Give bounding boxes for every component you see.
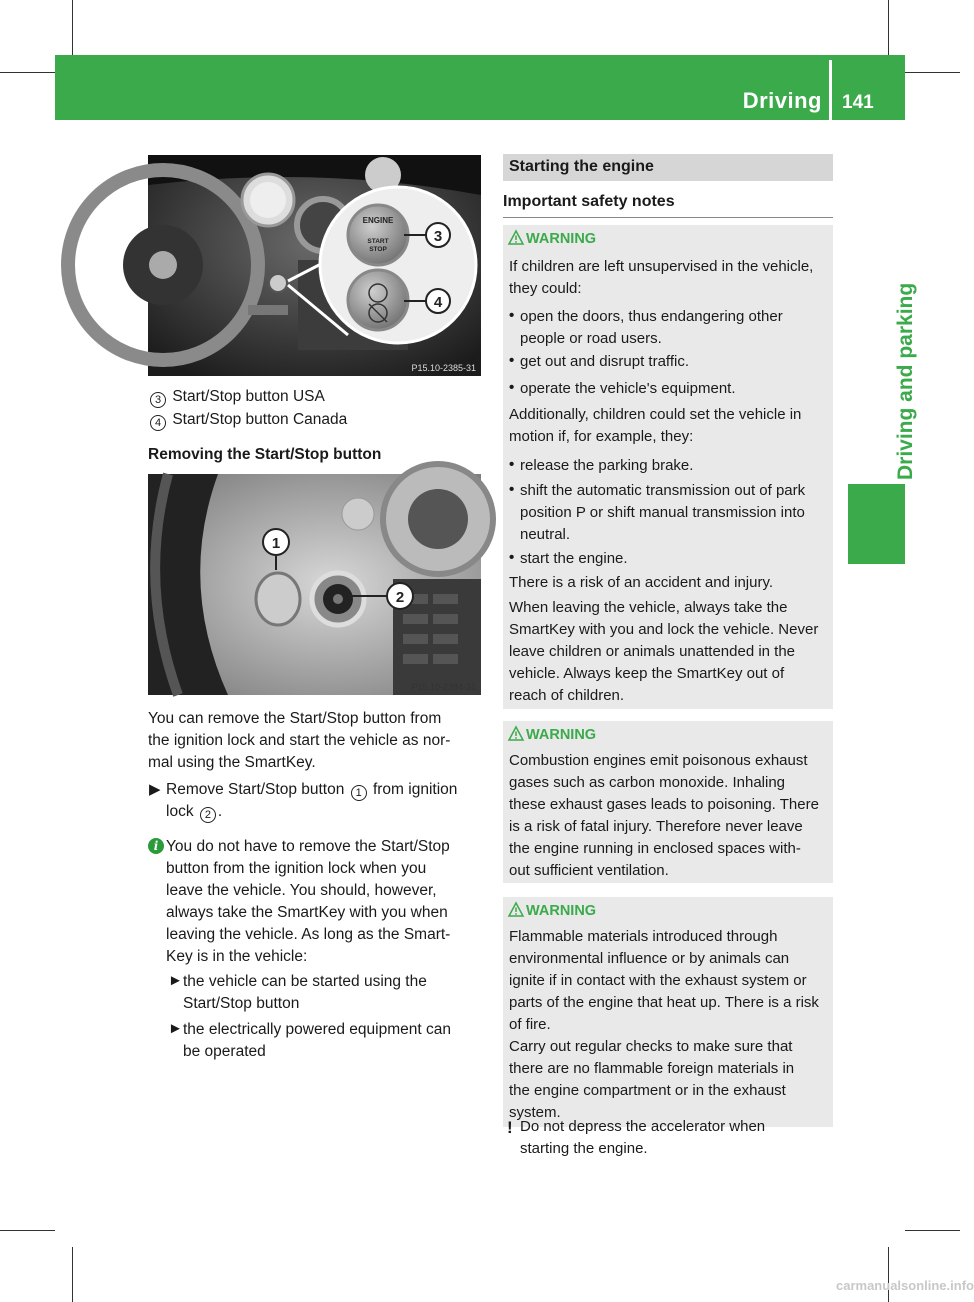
- text-line: If children are left unsupervised in the vehicle,: [509, 258, 814, 275]
- side-tab: [848, 252, 917, 482]
- text-line: Do not depress the accelerator when: [520, 1118, 766, 1135]
- text-line: leave the vehicle. You should, however,: [166, 882, 437, 899]
- warning-triangle-icon: [508, 230, 524, 246]
- text-line: leave children or animals unattended in the: [509, 643, 796, 660]
- warning-title: WARNING: [526, 727, 597, 743]
- text-line: of fire.: [509, 1016, 551, 1033]
- section-heading: Starting the engine: [503, 154, 833, 181]
- text-line: Flammable materials introduced through: [509, 928, 778, 945]
- callout-ref: 1: [351, 785, 367, 801]
- photo-start-stop-buttons: [148, 155, 481, 376]
- crop-mark: [0, 1230, 55, 1231]
- text-line: system.: [509, 1104, 561, 1121]
- bullet-icon: •: [509, 379, 515, 396]
- bullet-icon: •: [509, 456, 515, 473]
- text-line: open the doors, thus endangering other: [520, 308, 783, 325]
- callout-ref: 3: [150, 392, 166, 408]
- warning-triangle-icon: [508, 726, 524, 742]
- crop-mark: [0, 72, 55, 73]
- engine-label: ENGINE: [362, 216, 394, 225]
- crop-mark: [888, 1247, 889, 1302]
- text-line: You can remove the Start/Stop button from: [148, 710, 442, 727]
- side-tab-block: [848, 484, 905, 564]
- text-line: neutral.: [520, 526, 571, 543]
- header-divider: [829, 60, 832, 120]
- text-line: gases such as carbon monoxide. Inhaling: [509, 774, 786, 791]
- text-line: environmental influence or by animals can: [509, 950, 790, 967]
- text-line: shift the automatic transmission out of park: [520, 482, 806, 499]
- watermark: carmanualsonline.info: [836, 1278, 974, 1293]
- warning-text: [509, 926, 833, 1036]
- text-line: position P or shift manual transmission into: [520, 504, 805, 521]
- text-line: the vehicle can be started using the: [183, 973, 427, 990]
- caption-text: Start/Stop button USA: [172, 388, 325, 405]
- callout-ref: 2: [200, 807, 216, 823]
- text-line: be operated: [183, 1043, 266, 1060]
- text-line: always take the SmartKey with you when: [166, 904, 448, 921]
- text-line: the ignition lock and start the vehicle as nor-: [148, 732, 451, 749]
- text-line: Carry out regular checks to make sure that: [509, 1038, 793, 1055]
- info-bullet: [183, 1019, 483, 1063]
- bullet-icon: •: [509, 481, 515, 498]
- note-text: [520, 1116, 832, 1160]
- warning-bullet: [520, 480, 832, 546]
- bullet-icon: ►: [168, 1020, 183, 1037]
- text-line: the engine running in enclosed spaces with-: [509, 840, 801, 857]
- warning-text: [509, 404, 833, 448]
- bullet-icon: •: [509, 307, 515, 324]
- text-line: people or road users.: [520, 330, 662, 347]
- crop-mark: [888, 0, 889, 55]
- warning-triangle-icon: [508, 902, 524, 918]
- text-line: Additionally, children could set the vehicle in: [509, 406, 802, 423]
- text-line: button from the ignition lock when you: [166, 860, 427, 877]
- caption-3: [148, 386, 483, 408]
- text-line: they could:: [509, 280, 582, 297]
- text-line: You do not have to remove the Start/Stop: [166, 838, 450, 855]
- warning-text: [509, 1036, 833, 1124]
- text-line: out sufficient ventilation.: [509, 862, 669, 879]
- photo-code: P15.10-2384-31: [411, 682, 476, 692]
- text-line: there are no flammable foreign materials in: [509, 1060, 795, 1077]
- text-line: Key is in the vehicle:: [166, 948, 308, 965]
- info-bullet: [183, 971, 483, 1015]
- text-line: the electrically powered equipment can: [183, 1021, 451, 1038]
- crop-mark: [905, 72, 960, 73]
- info-icon: i: [148, 838, 164, 854]
- warning-bullet: operate the vehicle's equipment.: [520, 380, 736, 397]
- text-line: starting the engine.: [520, 1140, 648, 1157]
- step-text: from ignition: [368, 781, 458, 798]
- bullet-icon: •: [509, 352, 515, 369]
- crop-mark: [905, 1230, 960, 1231]
- text-line: Combustion engines emit poisonous exhaust: [509, 752, 808, 769]
- text-line: mal using the SmartKey.: [148, 754, 316, 771]
- warning-bullet: start the engine.: [520, 550, 628, 567]
- text-line: leaving the vehicle. As long as the Smart-: [166, 926, 451, 943]
- divider: [503, 217, 833, 218]
- exclamation-icon: !: [507, 1118, 513, 1137]
- chapter-title: Driving: [742, 88, 822, 113]
- crop-mark: [72, 1247, 73, 1302]
- warning-title: WARNING: [526, 231, 597, 247]
- step-arrow-icon: ▶: [149, 781, 161, 798]
- side-tab-label: Driving and parking: [894, 282, 917, 480]
- warning-bullet: release the parking brake.: [520, 457, 694, 474]
- bullet-icon: •: [509, 549, 515, 566]
- callout-1: 1: [271, 535, 281, 552]
- info-note: [166, 836, 484, 968]
- caption-text: Start/Stop button Canada: [172, 411, 348, 428]
- photo-code: P15.10-2385-31: [411, 363, 476, 373]
- text-line: vehicle. Always keep the SmartKey out of: [509, 665, 785, 682]
- warning-title: WARNING: [526, 903, 597, 919]
- text-line: the engine compartment or in the exhaust: [509, 1082, 786, 1099]
- warning-text: [509, 256, 833, 300]
- callout-2: 2: [395, 589, 405, 606]
- warning-text: [509, 750, 833, 882]
- warning-text: There is a risk of an accident and injury.: [509, 574, 774, 591]
- text-line: When leaving the vehicle, always take the: [509, 599, 788, 616]
- step-text: .: [217, 803, 223, 820]
- warning-bullet: [520, 306, 832, 350]
- caption-4: [148, 409, 483, 431]
- text-line: SmartKey with you and lock the vehicle. Never: [509, 621, 819, 638]
- text-line: motion if, for example, they:: [509, 428, 694, 445]
- callout-3: 3: [433, 228, 443, 245]
- subsection-heading: Important safety notes: [503, 193, 675, 210]
- page-number: 141: [842, 92, 874, 113]
- start-label: START: [367, 238, 389, 245]
- text-line: is a risk of fatal injury. Therefore never leave: [509, 818, 803, 835]
- warning-bullet: get out and disrupt traffic.: [520, 353, 689, 370]
- step-instruction: [166, 779, 484, 823]
- crop-mark: [72, 0, 73, 55]
- step-text: Remove Start/Stop button: [166, 781, 349, 798]
- bullet-icon: ►: [168, 972, 183, 989]
- text-line: reach of children.: [509, 687, 625, 704]
- left-heading: Removing the Start/Stop button: [148, 446, 382, 463]
- step-text: lock: [166, 803, 198, 820]
- callout-4: 4: [433, 294, 443, 311]
- stop-label: STOP: [369, 246, 387, 253]
- text-line: Start/Stop button: [183, 995, 300, 1012]
- callout-ref: 4: [150, 415, 166, 431]
- text-line: parts of the engine that heat up. There is a risk: [509, 994, 819, 1011]
- left-paragraph: [148, 708, 483, 774]
- photo-ignition-lock: [148, 474, 481, 695]
- warning-text: [509, 597, 833, 707]
- text-line: ignite if in contact with the exhaust system or: [509, 972, 807, 989]
- text-line: these exhaust gases leads to poisoning. There: [509, 796, 819, 813]
